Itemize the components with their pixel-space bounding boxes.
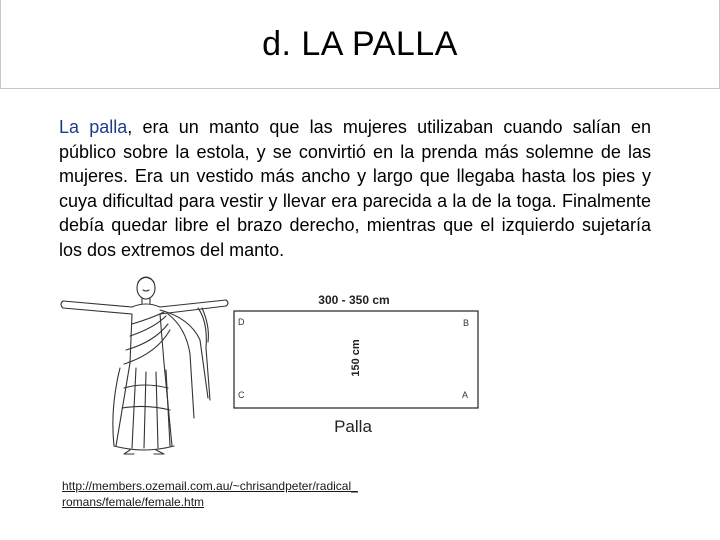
woman-in-palla-illustration	[60, 268, 232, 458]
corner-label-bottom-left: C	[238, 390, 245, 400]
slide-title: d. LA PALLA	[262, 24, 458, 63]
source-link-line-1: http://members.ozemail.com.au/~chrisandpeter/radical_	[62, 479, 358, 493]
diagram-caption: Palla	[334, 417, 372, 436]
height-label: 150 cm	[350, 339, 362, 377]
body-paragraph	[59, 115, 651, 262]
corner-label-bottom-right: A	[462, 390, 469, 400]
corner-label-top-right: B	[463, 318, 470, 328]
palla-dimension-diagram	[228, 288, 484, 438]
paragraph-text: , era un manto que las mujeres utilizaban cuando salían en público sobre la estola, y se convirtió en la prenda más solemne de las mujeres. Era un vestido más ancho y largo que llegaba hasta los pies y cuya dificultad para vestir y llevar era parecida a la de la toga. Finalmente debía quedar libre el brazo derecho, mientras que el izquierdo sujetaría los dos extremos del manto.	[59, 117, 651, 260]
width-label: 300 - 350 cm	[318, 293, 390, 307]
title-box	[0, 0, 720, 89]
palla-term: La palla	[59, 117, 128, 137]
source-link[interactable]	[62, 478, 422, 510]
source-link-line-2: romans/female/female.htm	[62, 495, 205, 509]
corner-label-top-left: D	[238, 317, 245, 327]
